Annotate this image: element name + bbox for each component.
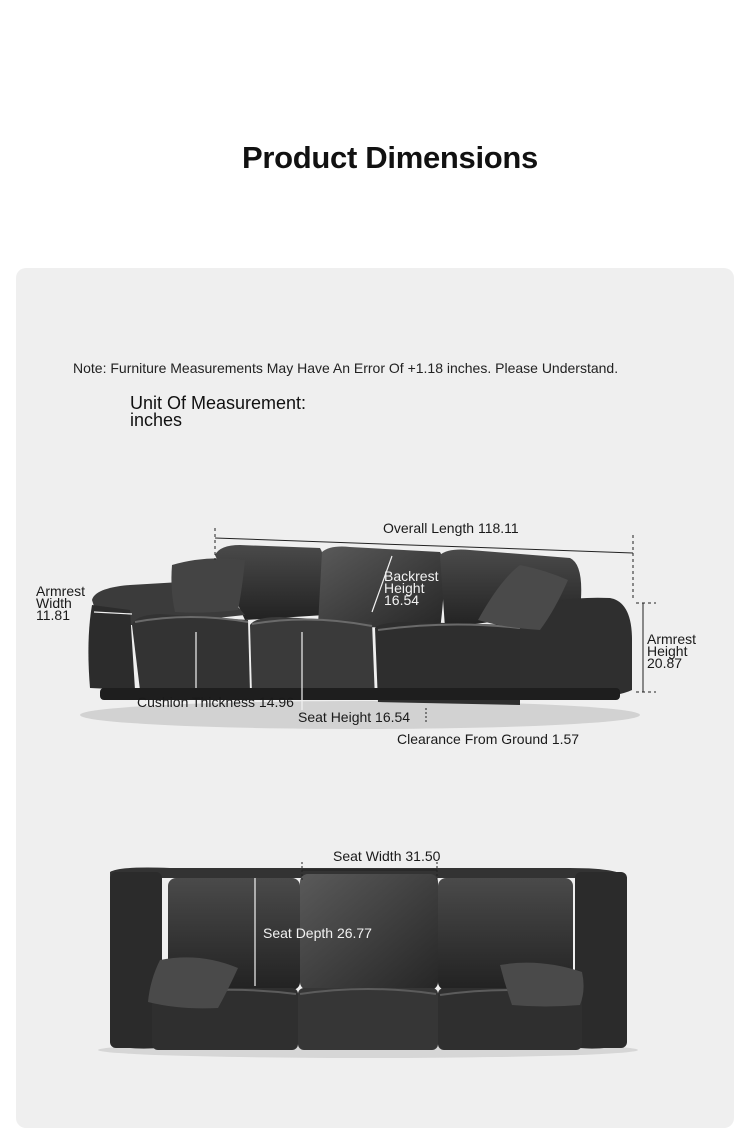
overall-length-label: Overall Length 118.11 xyxy=(383,520,519,536)
cushion-thickness-label: Cushion Thickness 14.96 xyxy=(137,694,294,710)
measurement-note: Note: Furniture Measurements May Have An Error Of +1.18 inches. Please Understand. xyxy=(73,360,619,376)
seat-width-label: Seat Width 31.50 xyxy=(333,848,441,864)
clearance-label: Clearance From Ground 1.57 xyxy=(397,731,580,747)
seat-depth-label: Seat Depth 26.77 xyxy=(263,925,372,941)
page-title: Product Dimensions xyxy=(241,140,539,175)
seat-height-label: Seat Height 16.54 xyxy=(298,709,411,725)
armrest-height-label: Armrest Height 20.87 xyxy=(647,631,696,671)
unit-value: inches xyxy=(130,410,183,430)
armrest-width-label: Armrest Width 11.81 xyxy=(36,583,85,623)
backrest-height-label: Backrest Height 16.54 xyxy=(384,568,439,608)
unit-label: Unit Of Measurement: xyxy=(130,393,307,413)
sofa-top-view xyxy=(98,868,638,1059)
